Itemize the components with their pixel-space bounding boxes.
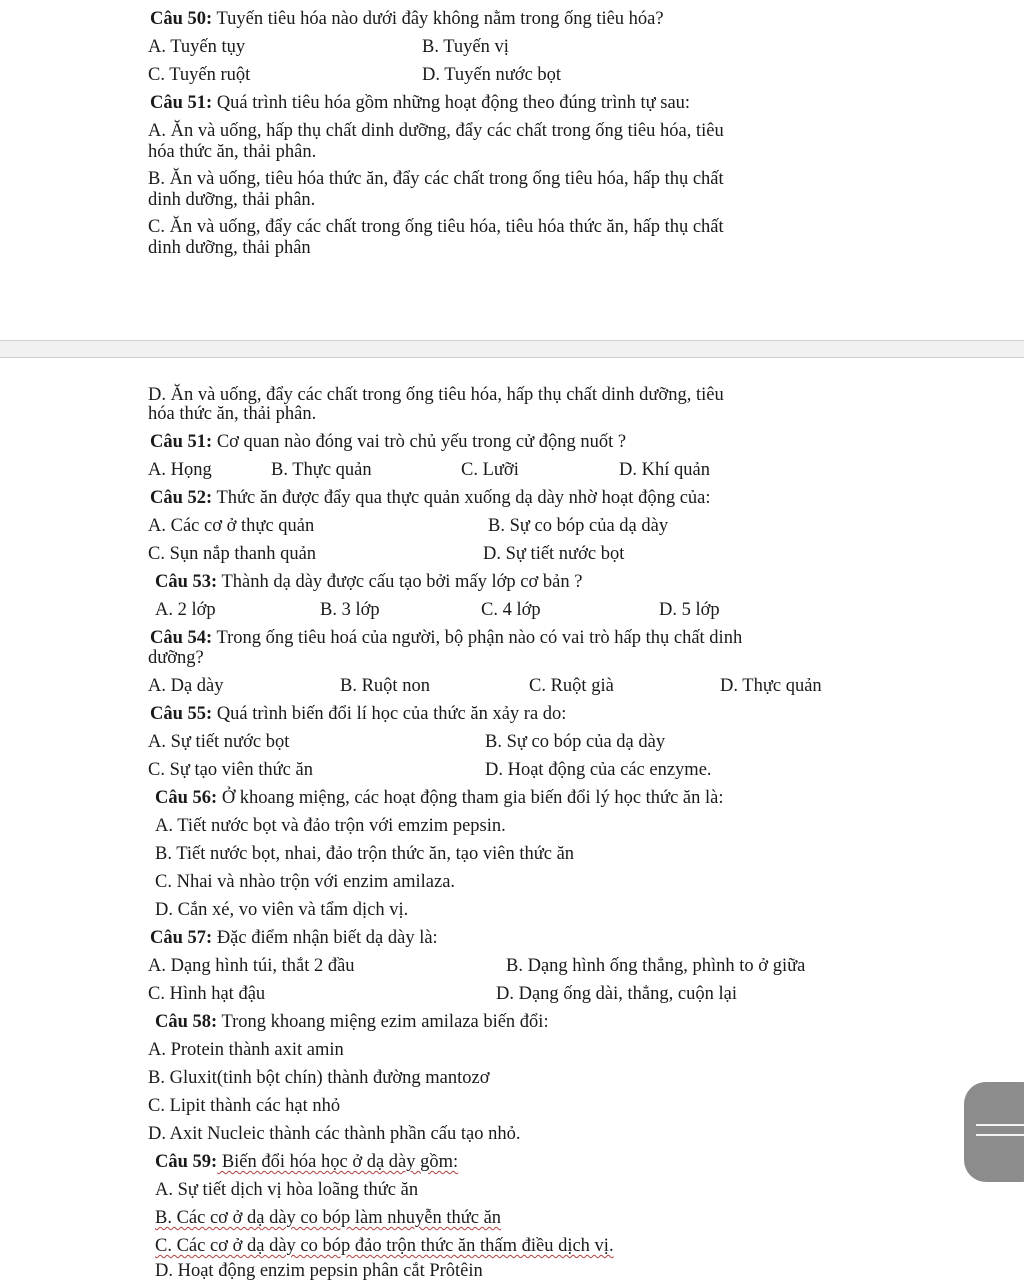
question-56: Câu 56: Ở khoang miệng, các hoạt động tham gia biến đổi lý học thức ăn là: <box>155 788 724 808</box>
q59-option-c: C. Các cơ ở dạ dày co bóp đảo trộn thức ăn thấm điều dịch vị. <box>155 1236 614 1256</box>
q59-option-d: D. Hoạt động enzim pepsin phân cắt Prôtêin <box>155 1261 483 1281</box>
q51a-option-a-line2: hóa thức ăn, thải phân. <box>148 142 317 162</box>
question-51a: Câu 51: Quá trình tiêu hóa gồm những hoạt động theo đúng trình tự sau: <box>150 93 691 113</box>
q51a-option-d-line1: D. Ăn và uống, đẩy các chất trong ống tiêu hóa, hấp thụ chất dinh dưỡng, tiêu <box>148 385 724 405</box>
question-57: Câu 57: Đặc điểm nhận biết dạ dày là: <box>150 928 438 948</box>
question-58: Câu 58: Trong khoang miệng ezim amilaza biến đổi: <box>155 1012 549 1032</box>
q58-option-b: B. Gluxit(tinh bột chín) thành đường mantozơ <box>148 1068 490 1088</box>
question-52: Câu 52: Thức ăn được đẩy qua thực quản xuống dạ dày nhờ hoạt động của: <box>150 488 711 508</box>
q52-option-a: A. Các cơ ở thực quản <box>148 516 315 536</box>
q50-option-c: C. Tuyến ruột <box>148 65 251 85</box>
q53-option-b: B. 3 lớp <box>320 600 380 620</box>
q56-option-b: B. Tiết nước bọt, nhai, đảo trộn thức ăn, tạo viên thức ăn <box>155 844 575 864</box>
q51b-option-c: C. Lưỡi <box>461 460 519 480</box>
q55-option-a: A. Sự tiết nước bọt <box>148 732 290 752</box>
q52-option-d: D. Sự tiết nước bọt <box>483 544 625 564</box>
q56-option-a: A. Tiết nước bọt và đảo trộn với emzim pepsin. <box>155 816 506 836</box>
q51a-option-b-line1: B. Ăn và uống, tiêu hóa thức ăn, đẩy các chất trong ống tiêu hóa, hấp thụ chất <box>148 169 724 189</box>
q59-option-b: B. Các cơ ở dạ dày co bóp làm nhuyễn thức ăn <box>155 1208 502 1228</box>
q55-option-c: C. Sự tạo viên thức ăn <box>148 760 313 780</box>
scroll-handle[interactable] <box>964 1082 1024 1182</box>
q57-option-d: D. Dạng ống dài, thẳng, cuộn lại <box>496 984 737 1004</box>
question-54-line1: Câu 54: Trong ống tiêu hoá của người, bộ phận nào có vai trò hấp thụ chất dinh <box>150 628 743 648</box>
question-59: Câu 59: Biến đổi hóa học ở dạ dày gồm: <box>155 1152 459 1172</box>
q57-option-b: B. Dạng hình ống thẳng, phình to ở giữa <box>506 956 806 976</box>
q58-option-d: D. Axit Nucleic thành các thành phần cấu tạo nhỏ. <box>148 1124 521 1144</box>
q55-option-b: B. Sự co bóp của dạ dày <box>485 732 666 752</box>
q54-option-b: B. Ruột non <box>340 676 430 696</box>
q51a-option-a-line1: A. Ăn và uống, hấp thụ chất dinh dưỡng, đẩy các chất trong ống tiêu hóa, tiêu <box>148 121 724 141</box>
q50-option-d: D. Tuyến nước bọt <box>422 65 562 85</box>
q50-option-b: B. Tuyến vị <box>422 37 509 57</box>
q57-option-c: C. Hình hạt đậu <box>148 984 266 1004</box>
q51b-option-d: D. Khí quản <box>619 460 710 480</box>
q54-option-a: A. Dạ dày <box>148 676 224 696</box>
grip-line-icon <box>976 1124 1024 1126</box>
question-53: Câu 53: Thành dạ dày được cấu tạo bởi mấy lớp cơ bản ? <box>155 572 583 592</box>
q56-option-c: C. Nhai và nhào trộn với enzim amilaza. <box>155 872 456 892</box>
question-55: Câu 55: Quá trình biến đổi lí học của thức ăn xảy ra do: <box>150 704 567 724</box>
q56-option-d: D. Cắn xé, vo viên và tẩm dịch vị. <box>155 900 409 920</box>
q50-option-a: A. Tuyến tụy <box>148 37 246 57</box>
question-50: Câu 50: Tuyến tiêu hóa nào dưới đây không nằm trong ống tiêu hóa? <box>150 9 664 29</box>
question-51b: Câu 51: Cơ quan nào đóng vai trò chủ yếu trong cử động nuốt ? <box>150 432 627 452</box>
q59-option-a: A. Sự tiết dịch vị hòa loãng thức ăn <box>155 1180 419 1200</box>
q53-option-a: A. 2 lớp <box>155 600 216 620</box>
q51b-option-b: B. Thực quản <box>271 460 372 480</box>
q51a-option-c-line2: dinh dưỡng, thải phân <box>148 238 311 258</box>
question-54-line2: dưỡng? <box>148 648 204 668</box>
q55-option-d: D. Hoạt động của các enzyme. <box>485 760 712 780</box>
q53-option-d: D. 5 lớp <box>659 600 720 620</box>
q54-option-c: C. Ruột già <box>529 676 614 696</box>
q51a-option-c-line1: C. Ăn và uống, đẩy các chất trong ống tiêu hóa, tiêu hóa thức ăn, hấp thụ chất <box>148 217 724 237</box>
q52-option-c: C. Sụn nắp thanh quản <box>148 544 317 564</box>
q58-option-a: A. Protein thành axit amin <box>148 1040 344 1060</box>
page-break <box>0 340 1024 358</box>
q57-option-a: A. Dạng hình túi, thắt 2 đầu <box>148 956 355 976</box>
q51a-option-b-line2: dinh dưỡng, thải phân. <box>148 190 316 210</box>
q51a-option-d-line2: hóa thức ăn, thải phân. <box>148 404 317 424</box>
q51b-option-a: A. Họng <box>148 460 212 480</box>
q52-option-b: B. Sự co bóp của dạ dày <box>488 516 669 536</box>
q53-option-c: C. 4 lớp <box>481 600 541 620</box>
q54-option-d: D. Thực quản <box>720 676 822 696</box>
grip-line-icon <box>976 1134 1024 1136</box>
q58-option-c: C. Lipit thành các hạt nhỏ <box>148 1096 341 1116</box>
